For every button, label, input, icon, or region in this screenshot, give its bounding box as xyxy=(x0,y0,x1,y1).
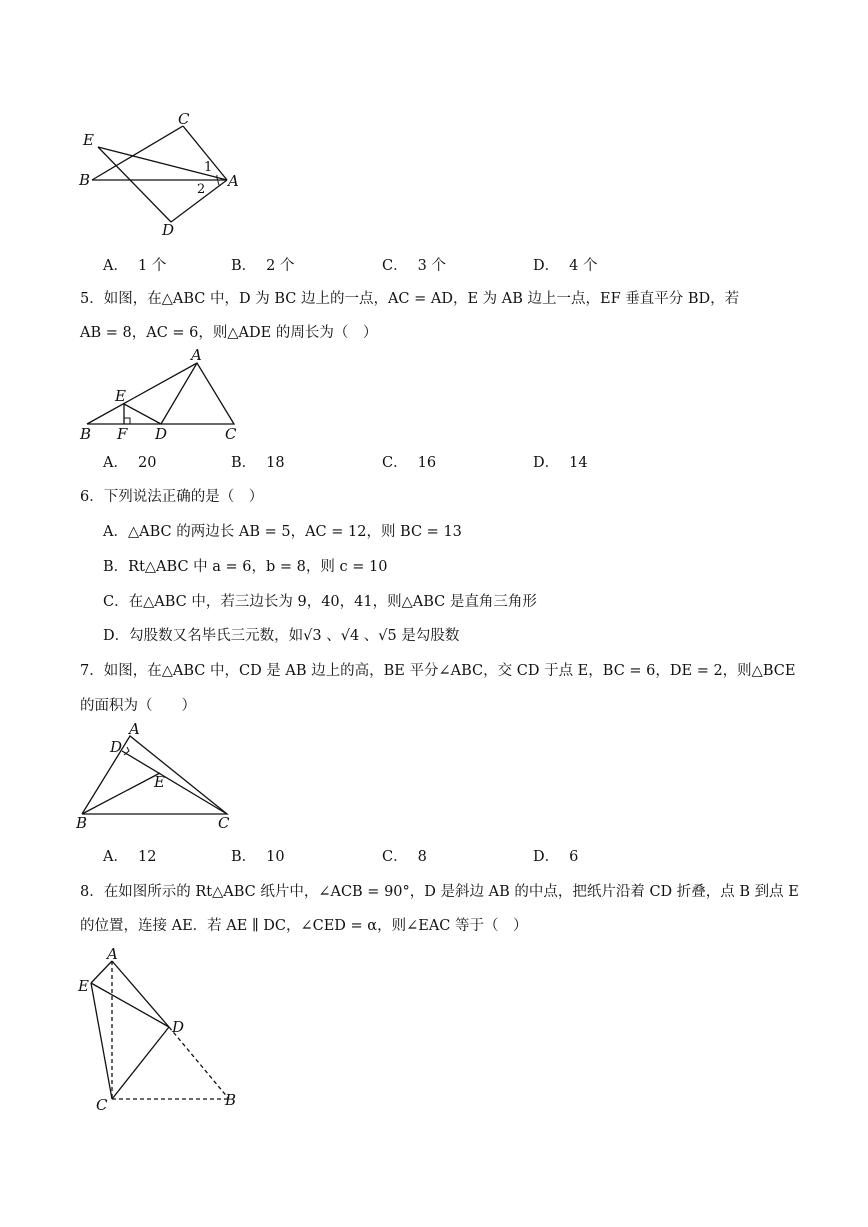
q5-stem-line1: 5．如图，在△ABC 中，D 为 BC 边上的一点，AC = AD，E 为 AB 边上一点，EF 垂直平分 BD，若 xyxy=(80,291,740,307)
q4-options xyxy=(0,254,868,274)
q4-label-A: A xyxy=(228,172,239,190)
q5-options xyxy=(0,451,868,471)
q5-label-A: A xyxy=(191,346,202,364)
q4-option-b: B． 2 个 xyxy=(231,258,295,274)
q5-label-B: B xyxy=(80,425,92,443)
q7-stem-line1: 7．如图，在△ABC 中，CD 是 AB 边上的高，BE 平分∠ABC，交 CD 于点 E，BC = 6，DE = 2，则△BCE xyxy=(80,663,796,679)
q4-label-D: D xyxy=(162,221,175,239)
q4-option-a: A． 1 个 xyxy=(103,258,167,274)
q7-figure xyxy=(72,718,247,833)
q7-label-D: D xyxy=(110,738,123,756)
q7-label-E: E xyxy=(154,773,165,791)
q7-label-C: C xyxy=(218,814,230,832)
q5-label-C: C xyxy=(225,425,237,443)
q8-label-C: C xyxy=(96,1096,108,1114)
q6-option-b: B．Rt△ABC 中 a = 6，b = 8，则 c = 10 xyxy=(103,559,388,575)
q8-label-B: B xyxy=(225,1091,237,1109)
q5-label-D: D xyxy=(155,425,168,443)
q8-label-D: D xyxy=(172,1018,185,1036)
q4-label-angle-1: 1 xyxy=(204,160,213,175)
q4-label-angle-2: 2 xyxy=(197,182,206,197)
q7-label-A: A xyxy=(129,720,140,738)
q7-stem-line2: 的面积为（ ） xyxy=(80,698,196,714)
q8-label-A: A xyxy=(107,945,118,963)
q4-label-E: E xyxy=(83,131,94,149)
q7-option-d: D． 6 xyxy=(533,849,579,865)
q4-label-C: C xyxy=(178,110,190,128)
q8-figure xyxy=(74,945,254,1118)
q5-label-F: F xyxy=(117,425,128,443)
q8-stem-line1: 8．在如图所示的 Rt△ABC 纸片中，∠ACB = 90°，D 是斜边 AB 的中点，把纸片沿着 CD 折叠，点 B 到点 E xyxy=(80,884,799,900)
q6-option-d: D．勾股数又名毕氏三元数，如√3 、√4 、√5 是勾股数 xyxy=(103,628,460,644)
q4-option-c: C． 3 个 xyxy=(382,258,446,274)
q5-option-a: A． 20 xyxy=(103,455,157,471)
q6-option-c: C．在△ABC 中，若三边长为 9，40，41，则△ABC 是直角三角形 xyxy=(103,594,537,610)
q7-option-c: C． 8 xyxy=(382,849,427,865)
q8-stem-line2: 的位置，连接 AE．若 AE ∥ DC，∠CED = α，则∠EAC 等于（ ） xyxy=(80,918,528,934)
q7-option-a: A． 12 xyxy=(103,849,157,865)
q7-label-B: B xyxy=(76,814,88,832)
q5-option-d: D． 14 xyxy=(533,455,588,471)
q5-figure xyxy=(75,345,255,445)
q8-label-E: E xyxy=(78,977,89,995)
q5-option-c: C． 16 xyxy=(382,455,437,471)
q5-stem-line2: AB = 8，AC = 6，则△ADE 的周长为（ ） xyxy=(80,325,378,341)
q4-label-B: B xyxy=(79,171,91,189)
q4-option-d: D． 4 个 xyxy=(533,258,598,274)
q4-figure xyxy=(70,105,260,240)
q6-option-a: A．△ABC 的两边长 AB = 5，AC = 12，则 BC = 13 xyxy=(103,524,462,540)
q7-option-b: B． 10 xyxy=(231,849,285,865)
q6-stem: 6．下列说法正确的是（ ） xyxy=(80,489,264,505)
q7-options xyxy=(0,845,868,865)
q5-option-b: B． 18 xyxy=(231,455,285,471)
q5-label-E: E xyxy=(115,387,126,405)
